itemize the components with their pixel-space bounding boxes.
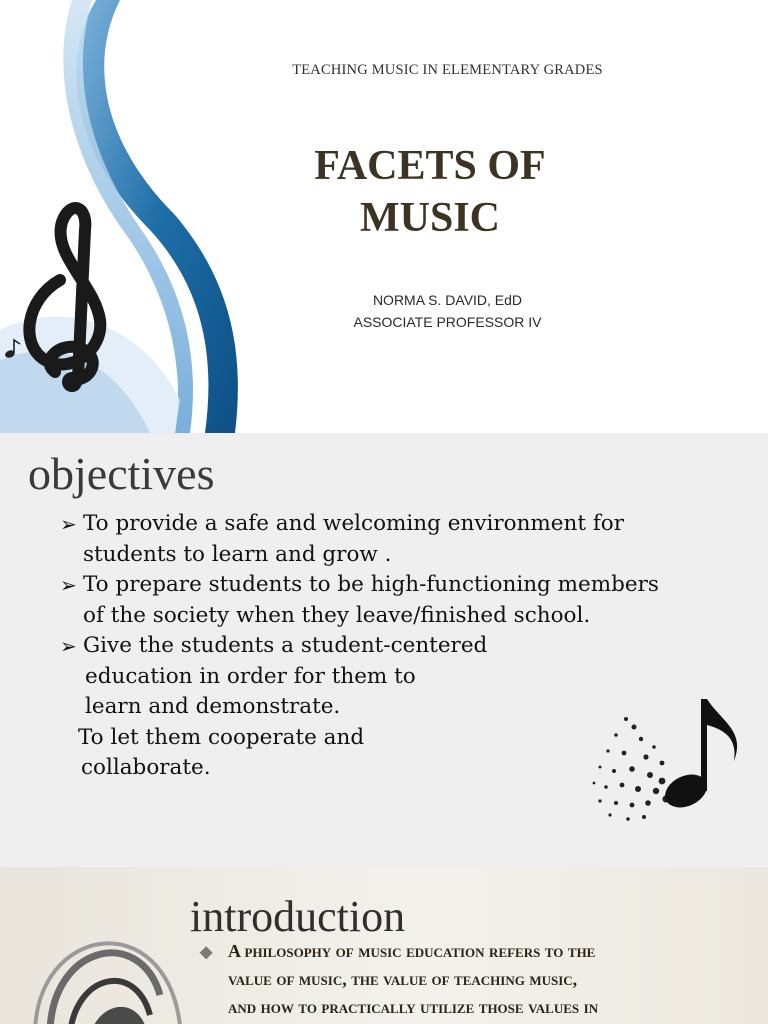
arrow-bullet-icon: ➢ xyxy=(60,573,77,597)
objectives-slide xyxy=(0,433,768,867)
blue-swirl-ribbon xyxy=(0,0,250,433)
list-item-line: To let them cooperate and xyxy=(78,724,365,750)
introduction-text xyxy=(200,937,760,1021)
list-item-line: To provide a safe and welcoming environment for xyxy=(83,511,625,536)
presentation-title xyxy=(260,140,600,244)
body-line: value of music, the value of teaching music, xyxy=(228,969,578,989)
eighth-note-icon xyxy=(586,691,746,831)
scattered-notes-icon xyxy=(593,717,670,821)
author-name: NORMA S. DAVID, EdD xyxy=(372,292,523,308)
list-item-line: Give the students a student-centered xyxy=(83,633,488,658)
introduction-slide xyxy=(0,867,768,1024)
arrow-bullet-icon: ➢ xyxy=(60,512,77,536)
diamond-bullet-icon: ◆ xyxy=(200,944,213,961)
body-line: A philosophy of music education refers to the xyxy=(228,941,596,961)
list-item-line: of the society when they leave/finished school. xyxy=(83,602,591,628)
arrow-bullet-icon: ➢ xyxy=(60,634,77,658)
body-line: and how to practically utilize those values in xyxy=(228,997,599,1017)
list-item xyxy=(60,570,720,631)
list-item-line: collaborate. xyxy=(81,755,211,780)
title-line: FACETS OF xyxy=(314,143,546,189)
list-item-line: learn and demonstrate. xyxy=(85,694,341,719)
list-item-line: To prepare students to be high-functioning members xyxy=(83,572,659,597)
author-position: ASSOCIATE PROFESSOR IV xyxy=(353,314,542,330)
list-item-line: students to learn and grow . xyxy=(83,541,392,567)
list-item-line: education in order for them to xyxy=(85,663,416,689)
course-title: TEACHING MUSIC IN ELEMENTARY GRADES xyxy=(292,62,603,78)
slide-heading: introduction xyxy=(190,892,406,941)
title-slide xyxy=(0,0,768,433)
list-item xyxy=(60,509,720,570)
arch-graphic-icon xyxy=(30,905,190,1024)
slide-heading: objectives xyxy=(28,448,215,499)
title-line: MUSIC xyxy=(359,195,500,241)
author-block xyxy=(300,289,595,333)
